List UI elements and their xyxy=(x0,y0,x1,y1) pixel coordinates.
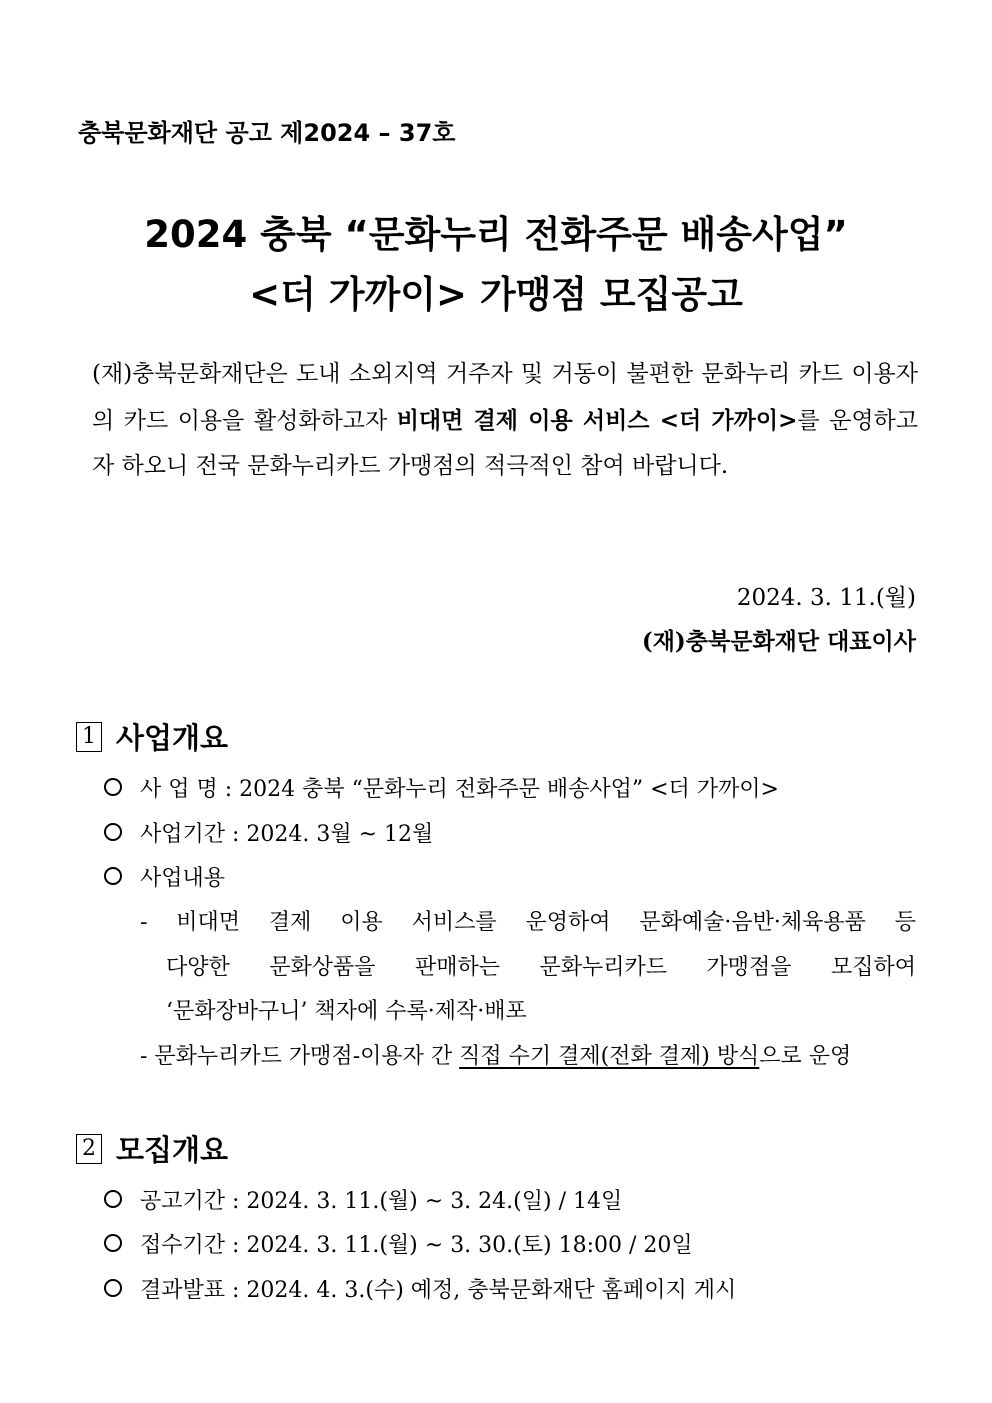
business-name-item xyxy=(104,772,779,803)
content-sub-1-line-2: 다양한 문화상품을 판매하는 문화누리카드 가맹점을 모집하여 xyxy=(166,955,916,980)
content-sub-2-underlined: 직접 수기 결제(전화 결제) 방식 xyxy=(459,1044,760,1069)
receipt-period-item xyxy=(104,1228,693,1259)
business-name-text: 사 업 명 : 2024 충북 “문화누리 전화주문 배송사업” <더 가까이> xyxy=(140,777,779,802)
intro-text-1: (재)충북문화재단은 도내 소외지역 거주자 및 거동이 불편한 문화누리 카드 이용자의 카드 이용을 활성화하고자 xyxy=(92,361,918,434)
section-1-number: 1 xyxy=(76,722,102,752)
title-line-1: 2024 충북 “문화누리 전화주문 배송사업” xyxy=(144,213,848,256)
content-sub-2-prefix: - 문화누리카드 가맹점-이용자 간 xyxy=(140,1044,460,1069)
receipt-period-text: 접수기간 : 2024. 3. 11.(월) ~ 3. 30.(토) 18:00 / 20일 xyxy=(140,1233,693,1258)
circle-bullet-icon xyxy=(104,867,122,885)
circle-bullet-icon xyxy=(104,1190,122,1208)
circle-bullet-icon xyxy=(104,1234,122,1252)
title-line-2: <더 가까이> 가맹점 모집공고 xyxy=(249,273,743,316)
notice-period-item xyxy=(104,1184,622,1215)
business-content-label: 사업내용 xyxy=(140,866,226,891)
result-item xyxy=(104,1273,736,1304)
business-period-text: 사업기간 : 2024. 3월 ~ 12월 xyxy=(140,822,434,847)
intro-paragraph xyxy=(92,352,918,490)
section-1-title: 사업개요 xyxy=(116,721,229,755)
circle-bullet-icon xyxy=(104,1279,122,1297)
result-text: 결과발표 : 2024. 4. 3.(수) 예정, 충북문화재단 홈페이지 게시 xyxy=(140,1278,737,1303)
content-sub-1-line-1: - 비대면 결제 이용 서비스를 운영하여 문화예술·음반·체육용품 등 xyxy=(140,910,916,935)
circle-bullet-icon xyxy=(104,823,122,841)
issuer: (재)충북문화재단 대표이사 xyxy=(641,628,916,655)
announcement-date: 2024. 3. 11.(월) xyxy=(736,585,916,611)
intro-bold-service: 비대면 결제 이용 서비스 <더 가까이> xyxy=(396,406,798,434)
section-2-heading xyxy=(76,1128,228,1169)
notice-period-text: 공고기간 : 2024. 3. 11.(월) ~ 3. 24.(일) / 14일 xyxy=(140,1189,623,1214)
business-content-item xyxy=(104,861,225,892)
content-sub-2 xyxy=(140,1039,851,1070)
content-sub-2-suffix: 으로 운영 xyxy=(759,1044,852,1069)
intro-text-2: 를 운영하고자 하오니 전국 문화누리카드 가맹점의 적극적인 참여 바랍니다. xyxy=(92,407,918,479)
circle-bullet-icon xyxy=(104,778,122,796)
business-period-item xyxy=(104,817,433,848)
section-2-number: 2 xyxy=(76,1134,102,1164)
section-1-heading xyxy=(76,716,228,757)
section-2-title: 모집개요 xyxy=(116,1133,229,1167)
content-sub-1-line-3: ‘문화장바구니’ 책자에 수록·제작·배포 xyxy=(166,999,527,1024)
notice-number: 충북문화재단 공고 제2024 – 37호 xyxy=(78,119,456,147)
